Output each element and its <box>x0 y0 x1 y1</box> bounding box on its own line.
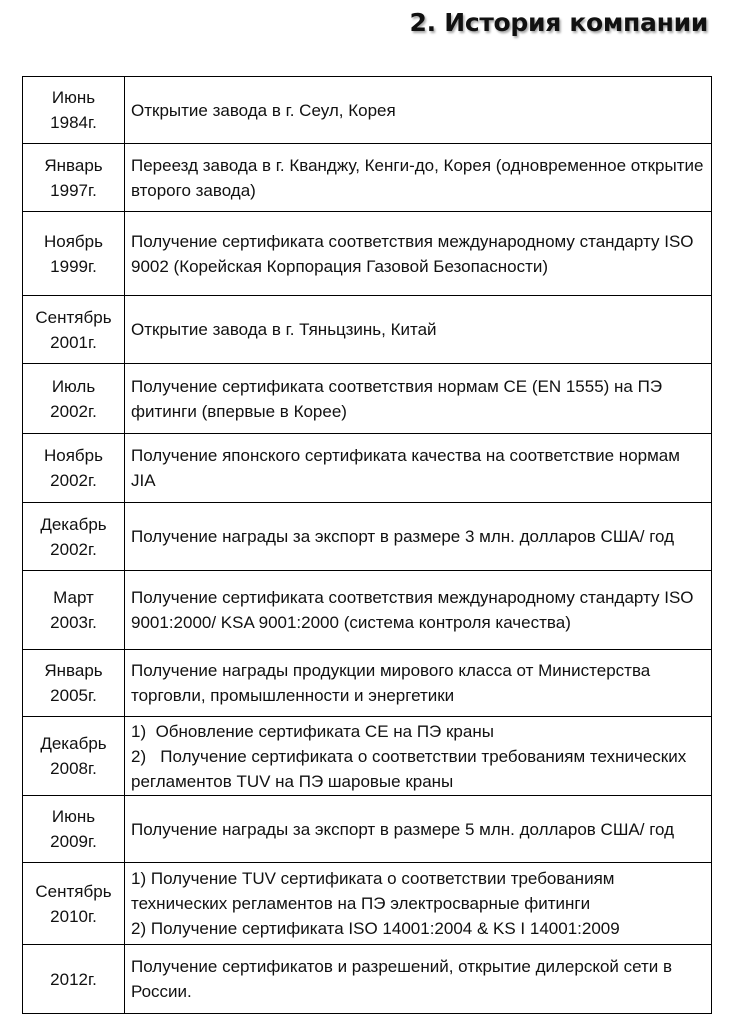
list-item-text: Получение TUV сертификата о соответствии требованиям технических регламентов на ПЭ электросварные фитинги <box>131 869 615 913</box>
date-month: Январь <box>44 155 103 175</box>
date-year: 2003г. <box>50 613 97 632</box>
event-cell <box>125 144 712 212</box>
date-month: Июль <box>51 376 96 396</box>
table-row <box>23 571 712 650</box>
list-item-text: Обновление сертификата CE на ПЭ краны <box>155 721 494 741</box>
event-text: Получение сертификатов и разрешений, открытие дилерской сети в России. <box>131 957 673 1001</box>
table-row <box>23 863 712 945</box>
event-text: Получение японского сертификата качества на соответствие нормам JIA <box>131 446 680 490</box>
list-item <box>131 744 707 794</box>
date-cell <box>23 364 125 434</box>
date-year: 2009г. <box>50 832 97 851</box>
event-cell <box>125 364 712 434</box>
date-cell <box>23 796 125 863</box>
event-cell <box>125 571 712 650</box>
event-text: Получение сертификата соответствия международному стандарту ISO 9001:2000/ KSA 9001:2000 (система контроля качества) <box>131 588 694 632</box>
list-number: 1) <box>131 721 147 741</box>
event-cell <box>125 650 712 717</box>
event-cell <box>125 796 712 863</box>
table-row <box>23 945 712 1014</box>
date-cell <box>23 212 125 296</box>
event-cell <box>125 296 712 364</box>
table-row <box>23 717 712 796</box>
table-row <box>23 364 712 434</box>
table-row <box>23 503 712 571</box>
date-year: 1999г. <box>50 256 97 276</box>
date-cell <box>23 503 125 571</box>
date-year: 2002г. <box>50 539 97 559</box>
table-row <box>23 434 712 503</box>
date-year: 1997г. <box>50 180 97 200</box>
date-month: Декабрь <box>40 514 107 534</box>
table-row <box>23 296 712 364</box>
event-cell <box>125 434 712 503</box>
history-table <box>22 76 712 1014</box>
date-year: 2002г. <box>50 471 97 490</box>
date-cell <box>23 650 125 717</box>
table-row <box>23 144 712 212</box>
date-month: Июнь <box>51 88 96 107</box>
event-text: Получение сертификата соответствия международному стандарту ISO 9002 (Корейская Корпорация Газовой Безопасности) <box>131 231 694 276</box>
event-text: Открытие завода в г. Сеул, Корея <box>131 100 396 120</box>
date-year: 2001г. <box>50 332 97 352</box>
date-month: Декабрь <box>40 734 107 753</box>
date-month: Июнь <box>51 807 96 826</box>
event-cell <box>125 77 712 144</box>
date-cell <box>23 296 125 364</box>
date-year: 2010г. <box>50 906 97 926</box>
date-cell <box>23 863 125 945</box>
event-text: Получение сертификата соответствия нормам CE (EN 1555) на ПЭ фитинги (впервые в Корее) <box>131 376 663 421</box>
date-cell <box>23 77 125 144</box>
event-text: Переезд завода в г. Кванджу, Кенги-до, Корея (одновременное открытие второго завода) <box>131 155 704 200</box>
date-cell <box>23 144 125 212</box>
list-item-text: Получение сертификата ISO 14001:2004 & KS I 14001:2009 <box>150 919 620 938</box>
date-year: 2005г. <box>50 686 97 705</box>
list-number: 1) <box>131 869 147 888</box>
list-item <box>131 719 707 744</box>
table-row <box>23 212 712 296</box>
list-item <box>131 916 707 941</box>
event-cell <box>125 863 712 945</box>
event-text: Получение награды продукции мирового класса от Министерства торговли, промышленности и энергетики <box>131 661 651 705</box>
date-month: Март <box>53 588 94 607</box>
date-cell <box>23 434 125 503</box>
table-row <box>23 796 712 863</box>
date-year: 2008г. <box>50 759 97 778</box>
date-year: 2002г. <box>50 401 97 421</box>
page-title: 2. История компании <box>409 8 708 37</box>
event-text: Получение награды за экспорт в размере 3 млн. долларов США/ год <box>131 527 675 546</box>
date-month: Ноябрь <box>44 231 103 251</box>
list-number: 2) <box>131 919 147 938</box>
event-cell <box>125 945 712 1014</box>
event-cell <box>125 717 712 796</box>
date-cell <box>23 945 125 1014</box>
date-month: Сентябрь <box>35 881 112 901</box>
list-item-text: Получение сертификата о соответствии требованиям технических регламентов TUV на ПЭ шаровые краны <box>131 746 687 791</box>
date-cell <box>23 571 125 650</box>
date-year: 1984г. <box>50 113 97 132</box>
date-month: Январь <box>44 661 103 680</box>
date-month: Сентябрь <box>35 307 112 327</box>
event-text: Получение награды за экспорт в размере 5 млн. долларов США/ год <box>131 819 675 839</box>
date-cell <box>23 717 125 796</box>
list-item <box>131 866 707 916</box>
event-cell <box>125 212 712 296</box>
table-row <box>23 77 712 144</box>
list-number: 2) <box>131 746 147 766</box>
date-month: Ноябрь <box>44 446 103 465</box>
event-text: Открытие завода в г. Тяньцзинь, Китай <box>131 320 437 339</box>
date-year: 2012г. <box>50 969 97 989</box>
table-row <box>23 650 712 717</box>
event-cell <box>125 503 712 571</box>
